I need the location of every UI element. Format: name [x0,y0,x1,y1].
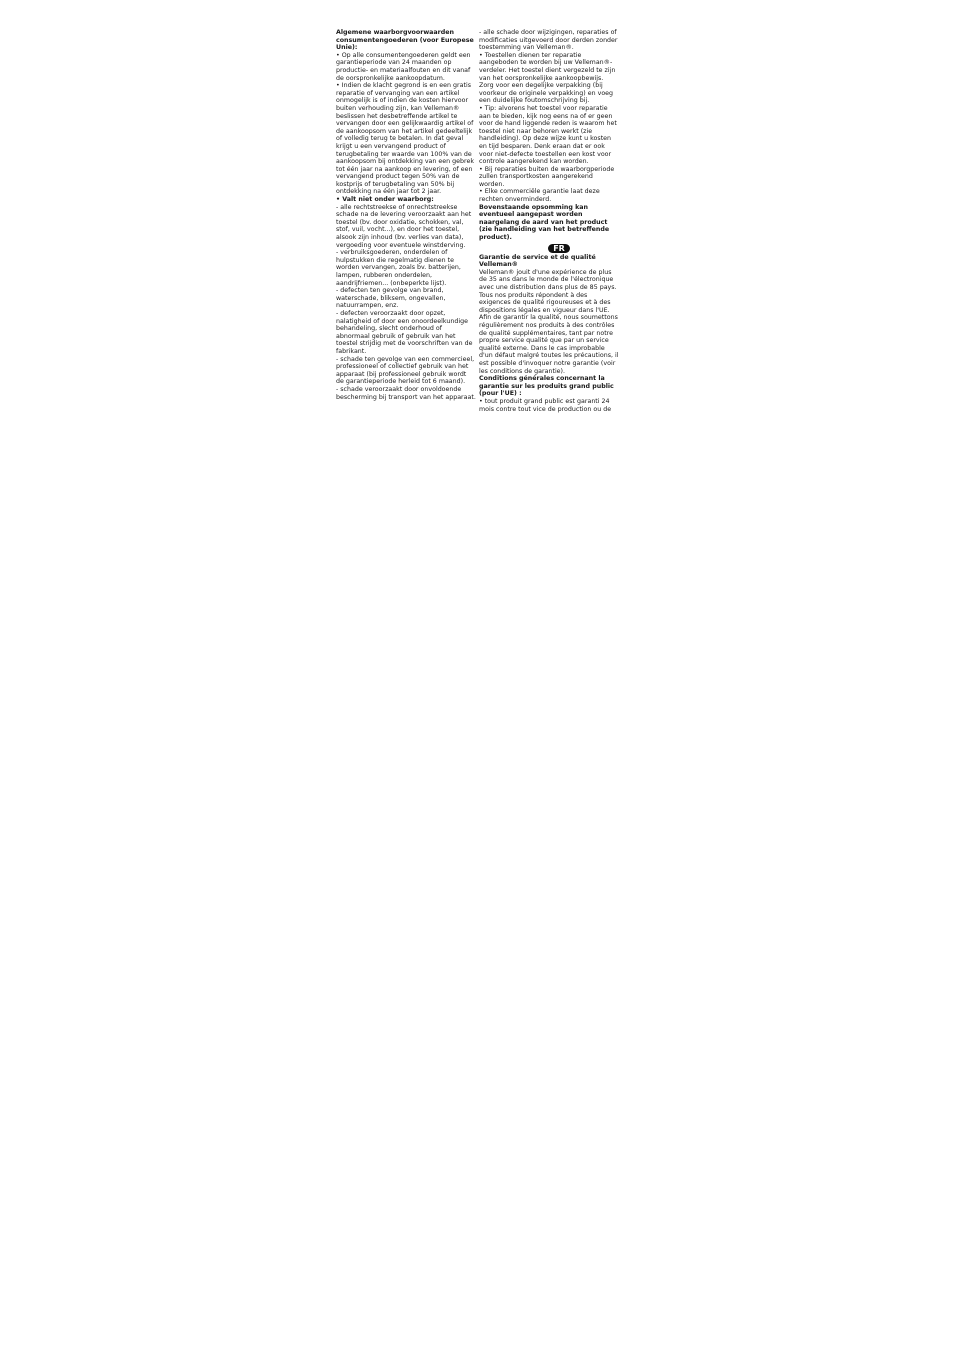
exclusion-item: - defecten ten gevolge van brand, waterschade, bliksem, ongevallen, natuurrampen, enz. [336,287,446,310]
paragraph: Velleman® jouit d'une expérience de plus de 35 ans dans le monde de l'électronique avec une distribution dans plus de 85 pays. [479,268,617,291]
paragraph: • Tip: alvorens het toestel voor reparatie aan te bieden, kijk nog eens na of er geen voor de hand liggende reden is waarom het toestel niet naar behoren werkt (zie handleiding). Op deze wijze kunt u kosten en tijd besparen. Denk eraan dat er ook voor niet-defecte toestellen een kost voor controle aangerekend kan worden. [479,104,617,166]
paragraph: • Bij reparaties buiten de waarborgperiode zullen transportkosten aangerekend worden. [479,165,615,188]
right-column [479,29,619,413]
paragraph: • Elke commerciële garantie laat deze rechten onverminderd. [479,188,600,204]
bold-note: Bovenstaande opsomming kan eventueel aangepast worden naargelang de aard van het product (zie handleiding van het betreffende product). [479,203,610,242]
fr-language-badge: FR [548,244,570,253]
paragraph: - alle schade door wijzigingen, reparaties of modificaties uitgevoerd door derden zonder toestemming van Velleman®. [479,29,618,52]
exclusion-item: - schade ten gevolge van een commercieel, professioneel of collectief gebruik van het apparaat (bij professioneel gebruik wordt de garantieperiode herleid tot 6 maand). [336,355,475,386]
paragraph: • Op alle consumentengoederen geldt een garantieperiode van 24 maanden op productie- en materiaalfouten en dit vanaf de oorspronkelijke aankoopdatum. [336,51,471,82]
exclusion-item: - alle rechtstreekse of onrechtstreekse schade na de levering veroorzaakt aan het toestel (bv. door oxidatie, schokken, val, stof, vuil, vocht...), en door het toestel, alsook zijn inhoud (bv. verlies van data), vergoeding voor eventuele winstderving. [336,203,472,249]
warranty-heading: Algemene waarborgvoorwaarden consumentengoederen (voor Europese Unie): [336,29,474,52]
paragraph: • tout produit grand public est garanti 24 mois contre tout vice de production ou de [479,397,612,413]
exclusion-item: - defecten veroorzaakt door opzet, nalatigheid of door een onoordeelkundige behandeling, slecht onderhoud of abnormaal gebruik of gebruik van het toestel strijdig met de voorschriften van de fabrikant. [336,309,473,355]
left-column [336,29,476,401]
paragraph: Tous nos produits répondent à des exigences de qualité rigoureuses et à des dispositions légales en vigueur dans l'UE. Afin de garantir la qualité, nous soumettons régulièrement nos produits à des contrôles de qualité supplémentaires, tant par notre propre service qualité que par un service qualité externe. Dans le cas improbable d'un défaut malgré toutes les précautions, il est possible d'invoquer notre garantie (voir les conditions de garantie). [479,291,619,375]
exclusions-heading: • Valt niet onder waarborg: [336,196,434,204]
exclusion-item: - verbruiksgoederen, onderdelen of hulpstukken die regelmatig dienen te worden vervangen, zoals bv. batterijen, lampen, rubberen onderdelen, aandrijfriemen... (onbeperkte lijst). [336,249,461,287]
language-marker [479,244,619,254]
fr-heading: Garantie de service et de qualité Velleman® [479,253,596,269]
paragraph: • Toestellen dienen ter reparatie aangeboden te worden bij uw Velleman®-verdeler. Het toestel dient vergezeld te zijn van het oorspronkelijke aankoopbewijs. Zorg voor een degelijke verpakking (bij voorkeur de originele verpakking) en voeg een duidelijke foutomschrijving bij. [479,51,616,105]
fr-subheading: Conditions générales concernant la garantie sur les produits grand public (pour l'UE) : [479,375,614,398]
paragraph: • Indien de klacht gegrond is en een gratis reparatie of vervanging van een artikel onmogelijk is of indien de kosten hiervoor buiten verhouding zijn, kan Velleman® beslissen het desbetreffende artikel te vervangen door een gelijkwaardig artikel of de aankoopsom van het artikel gedeeltelijk of volledig terug te betalen. In dat geval krijgt u een vervangend product of terugbetaling ter waarde van 100% van de aankoopsom bij ontdekking van een gebrek tot één jaar na aankoop en levering, of een vervangend product tegen 50% van de kostprijs of terugbetaling van 50% bij ontdekking na één jaar tot 2 jaar. [336,82,474,196]
exclusion-item: - schade veroorzaakt door onvoldoende bescherming bij transport van het apparaat. [336,385,476,401]
